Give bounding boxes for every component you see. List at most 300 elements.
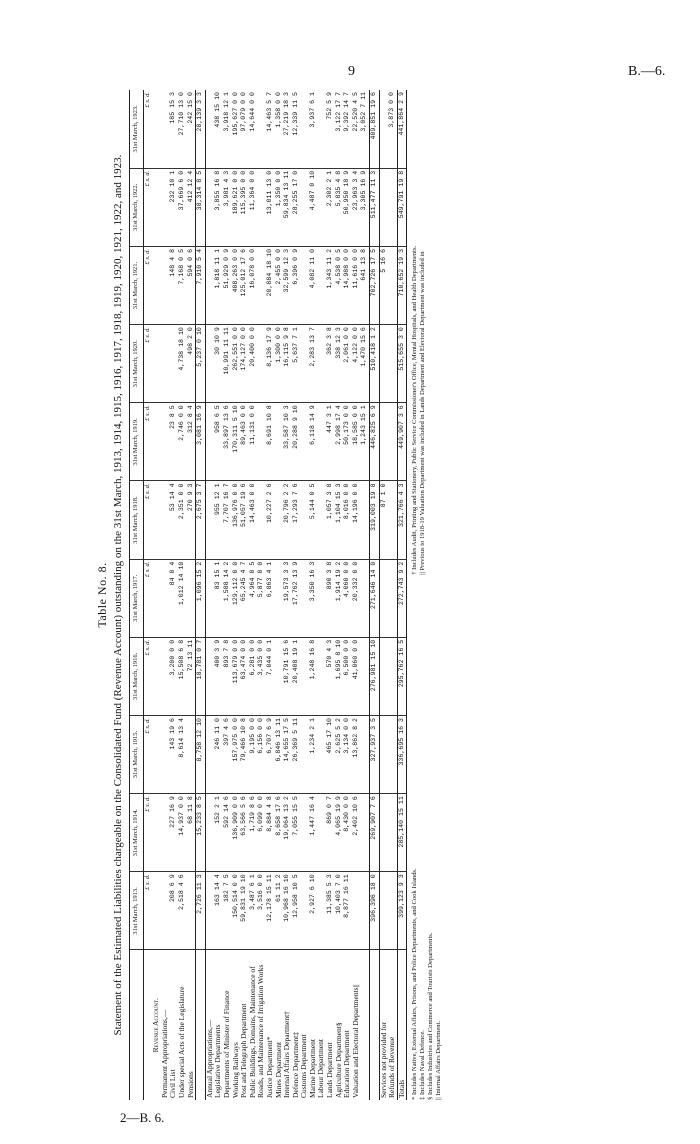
amount-cell: 51,929 0 9 xyxy=(223,246,232,324)
row-label: Mines Department xyxy=(273,1041,283,1098)
table-row xyxy=(240,90,249,1100)
blank-cell xyxy=(152,246,161,324)
row-label: Permanent Appropriations,— xyxy=(159,1009,169,1098)
amount-cell: 63,566 5 6 xyxy=(240,794,249,872)
amount-cell: 2,625 5 2 xyxy=(335,715,344,793)
footnote: || Internal Affairs Department. xyxy=(435,1020,443,1100)
footer-reference: 2—B. 6. xyxy=(120,1110,165,1125)
table-row xyxy=(283,90,292,1100)
amount-cell: 4,538 0 5 xyxy=(335,246,344,324)
units-cell: £ s. d. xyxy=(143,794,152,872)
amount-cell: 19,573 3 3 xyxy=(283,559,292,637)
amount-cell: 20,796 2 2 xyxy=(283,481,292,559)
amount-cell: 61 11 2 xyxy=(275,872,284,950)
amount-cell: 1,300 0 0 xyxy=(275,325,284,403)
amount-cell: 14,196 0 0 xyxy=(352,481,361,559)
amount-cell xyxy=(317,481,326,559)
row-label: Lands Department xyxy=(325,1042,335,1098)
amount-cell: 4,964 0 5 5,877 0 0 xyxy=(249,559,266,637)
amount-cell: 7,910 5 4 xyxy=(196,246,206,324)
amount-cell: 174,127 0 0 xyxy=(240,325,249,403)
amount-cell: 10,791 15 6 xyxy=(283,637,292,715)
amount-cell: 515,655 3 0 xyxy=(397,325,407,403)
row-label: Labour Department xyxy=(316,1039,326,1098)
amount-cell xyxy=(300,403,309,481)
amount-cell: 1,104 15 3 xyxy=(335,481,344,559)
amount-cell xyxy=(352,872,361,950)
amount-cell: 14,463 0 0 xyxy=(249,481,266,559)
amount-cell xyxy=(161,246,170,324)
amount-cell: 38,314 8 5 xyxy=(196,168,206,246)
amount-cell: 10,991 11 11 xyxy=(223,325,232,403)
amount-cell: 125,012 17 6 xyxy=(240,246,249,324)
row-label xyxy=(196,950,206,1100)
amount-cell: 2,927 6 10 xyxy=(309,872,318,950)
amount-cell: 14,937 0 0 xyxy=(178,794,187,872)
blank-cell xyxy=(152,637,161,715)
blank-cell xyxy=(152,168,161,246)
amount-cell: 449,907 3 6 xyxy=(397,403,407,481)
row-label: Justice Department* xyxy=(264,1036,274,1098)
amount-cell: 1,719 8 6 6,099 0 0 xyxy=(249,794,266,872)
amount-cell: 1,588 14 2 xyxy=(223,559,232,637)
header-year-col: 31st March, 1918. xyxy=(130,481,144,559)
amount-cell: 8,430 0 0 xyxy=(343,794,352,872)
amount-cell xyxy=(161,481,170,559)
amount-cell: 1,057 3 8 xyxy=(326,481,335,559)
amount-cell xyxy=(161,168,170,246)
amount-cell xyxy=(300,794,309,872)
amount-cell: 33,897 13 6 xyxy=(223,403,232,481)
amount-cell: 17,293 7 6 xyxy=(292,481,301,559)
amount-cell xyxy=(317,90,326,168)
amount-cell xyxy=(388,325,397,403)
header-year-col: 31st March, 1922. xyxy=(130,168,144,246)
amount-cell: 8,614 13 4 xyxy=(178,715,187,793)
amount-cell xyxy=(388,403,397,481)
amount-cell: 15,233 8 5 xyxy=(196,794,206,872)
table-row xyxy=(232,90,241,1100)
amount-cell xyxy=(300,715,309,793)
amount-cell xyxy=(205,794,214,872)
row-label: Customs Department xyxy=(299,1034,309,1098)
amount-cell: 50,173 0 0 xyxy=(343,403,352,481)
amount-cell: 511,477 11 3 xyxy=(370,168,380,246)
rotated-table-block xyxy=(95,90,615,1100)
amount-cell: 1,358 0 0 xyxy=(275,90,284,168)
amount-cell: 13,011 13 0 xyxy=(266,168,275,246)
amount-cell: 115,395 0 0 xyxy=(240,168,249,246)
amount-cell: 5,144 0 5 xyxy=(309,481,318,559)
amount-cell: 5,835 4 8 xyxy=(335,168,344,246)
amount-cell: 269,907 7 6 xyxy=(370,794,380,872)
amount-cell: 30 10 9 xyxy=(214,325,223,403)
amount-cell: 11,364 0 0 xyxy=(249,168,266,246)
amount-cell: 3,918 12 1 xyxy=(223,90,232,168)
table-body xyxy=(143,90,407,1100)
amount-cell: 8,658 17 6 xyxy=(275,794,284,872)
amount-cell: 148 4 8 xyxy=(169,246,178,324)
header-year-col: 31st March, 1921. xyxy=(130,246,144,324)
amount-cell: 87 1 0 xyxy=(379,481,388,559)
table-row xyxy=(309,90,318,1100)
amount-cell: 72 13 11 xyxy=(187,637,196,715)
amount-cell: 498 2 0 xyxy=(187,325,196,403)
amount-cell: 327,937 3 5 xyxy=(370,715,380,793)
row-label: Annual Appropriations,— xyxy=(204,1019,214,1098)
row-label: Working Railways xyxy=(230,1042,240,1098)
amount-cell xyxy=(161,794,170,872)
amount-cell: 6,863 4 1 xyxy=(266,559,275,637)
amount-cell xyxy=(360,715,369,793)
amount-cell: 3,305 16 9 xyxy=(360,168,369,246)
footnotes-right xyxy=(411,90,443,575)
column-header-row xyxy=(130,90,144,1100)
table-row xyxy=(275,90,284,1100)
amount-cell: 3,981 4 3 xyxy=(223,168,232,246)
amount-cell xyxy=(275,559,284,637)
amount-cell xyxy=(317,325,326,403)
table-row xyxy=(352,90,361,1100)
units-cell: £ s. d. xyxy=(143,325,152,403)
table-row xyxy=(388,90,397,1100)
amount-cell: 295,762 16 5 xyxy=(397,637,407,715)
footnotes xyxy=(411,90,443,1100)
amount-cell: 2,998 17 4 xyxy=(335,403,344,481)
amount-cell: 17,762 13 9 xyxy=(292,559,301,637)
amount-cell: 272,743 9 2 xyxy=(397,559,407,637)
amount-cell: 1,695 8 10 xyxy=(335,637,344,715)
page-number: 9 xyxy=(348,64,355,79)
amount-cell: 1,914 19 2 xyxy=(335,559,344,637)
amount-cell: 958 6 5 xyxy=(214,403,223,481)
amount-cell xyxy=(300,90,309,168)
amount-cell xyxy=(187,559,196,637)
totals-row xyxy=(397,90,407,1100)
amount-cell: 18,781 0 7 xyxy=(196,637,206,715)
amount-cell: 7,168 0 5 xyxy=(178,246,187,324)
amount-cell: 412 12 4 xyxy=(187,168,196,246)
footnote: § Includes Industries and Commerce and Tourists Departments. xyxy=(427,932,435,1100)
table-row xyxy=(266,90,275,1100)
row-label: Under special Acts of the Legislature xyxy=(176,986,186,1098)
amount-cell: 549,791 19 8 xyxy=(397,168,407,246)
row-label: Defence Department‡ xyxy=(290,1031,300,1098)
amount-cell: 4,060 0 0 xyxy=(343,559,352,637)
table-row xyxy=(249,90,266,1100)
amount-cell: 79,466 10 8 xyxy=(240,715,249,793)
amount-cell: 50,950 18 9 xyxy=(343,168,352,246)
amount-cell xyxy=(300,559,309,637)
table-row xyxy=(223,90,232,1100)
amount-cell: 170,311 5 10 xyxy=(232,403,241,481)
row-label: Internal Affairs Department† xyxy=(282,1011,292,1098)
amount-cell: 6,118 14 9 xyxy=(309,403,318,481)
amount-cell: 4,122 0 0 xyxy=(352,325,361,403)
amount-cell: 143 19 6 xyxy=(169,715,178,793)
page-reference: B.—6. xyxy=(628,64,666,79)
units-cell: £ s. d. xyxy=(143,246,152,324)
statement-title: Statement of the Estimated Liabilities chargeable on the Consolidated Fund (Revenue Account) outstanding on the 31st March, 1913, 1914, 1915, 1916, 1917, 1918, 1919, 1920, 1921, 1922, and 1923. xyxy=(112,154,124,1036)
amount-cell: 1,350 0 0 xyxy=(275,168,284,246)
amount-cell: 271,646 14 0 xyxy=(370,559,380,637)
amount-cell: 6,846 13 11 xyxy=(275,715,284,793)
amount-cell xyxy=(388,246,397,324)
amount-cell: 1,447 16 4 xyxy=(309,794,318,872)
footnote: † Includes Audit, Printing and Stationery, Public Service Commissioner's Office, Mental Hospitals, and Health Departments. xyxy=(411,245,419,575)
amount-cell: 23,963 3 4 xyxy=(352,168,361,246)
amount-cell xyxy=(300,872,309,950)
amount-cell: 710,652 19 3 xyxy=(397,246,407,324)
amount-cell: 955 12 1 xyxy=(214,481,223,559)
table-row xyxy=(187,90,196,1100)
amount-cell xyxy=(205,637,214,715)
units-cell: £ s. d. xyxy=(143,90,152,168)
amount-cell xyxy=(360,637,369,715)
row-label: Services not provided for xyxy=(378,1021,388,1098)
blank-cell xyxy=(152,325,161,403)
amount-cell: 9,392 14 7 xyxy=(343,90,352,168)
amount-cell xyxy=(388,715,397,793)
blank-cell xyxy=(152,715,161,793)
amount-cell: 5 16 6 xyxy=(379,246,388,324)
amount-cell: 592 14 6 xyxy=(223,794,232,872)
amount-cell: 319,003 19 8 xyxy=(370,481,380,559)
amount-cell: 1,234 2 1 xyxy=(309,715,318,793)
row-label: Legislative Departments xyxy=(213,1024,223,1098)
amount-cell: 14,644 0 0 xyxy=(249,90,266,168)
amount-cell: 10,227 2 6 xyxy=(266,481,275,559)
row-label: Refunds of Revenue xyxy=(387,1036,397,1098)
amount-cell: 11,385 5 3 xyxy=(326,872,335,950)
subtotal-row xyxy=(196,90,206,1100)
amount-cell: 312 8 4 xyxy=(187,403,196,481)
table-row xyxy=(205,90,214,1100)
amount-cell: 465 17 10 xyxy=(326,715,335,793)
amount-cell: 18,585 0 0 xyxy=(352,403,361,481)
amount-cell: 3,081 16 9 xyxy=(196,403,206,481)
amount-cell: 510,418 1 2 xyxy=(370,325,380,403)
amount-cell: 2,726 11 3 xyxy=(196,872,206,950)
amount-cell: 893 7 8 xyxy=(223,637,232,715)
amount-cell: 8,136 17 9 xyxy=(266,325,275,403)
amount-cell: 702,726 17 5 xyxy=(370,246,380,324)
amount-cell: 4,082 11 0 xyxy=(309,246,318,324)
amount-cell: 227 16 9 xyxy=(169,794,178,872)
amount-cell: 1,470 15 6 xyxy=(360,325,369,403)
amount-cell: 869 0 7 xyxy=(326,794,335,872)
amount-cell xyxy=(205,403,214,481)
amount-cell xyxy=(205,481,214,559)
amount-cell xyxy=(379,637,388,715)
amount-cell: 150,514 0 0 xyxy=(232,872,241,950)
row-label: Agriculture Department§ xyxy=(333,1022,343,1098)
amount-cell: 3,122 17 7 xyxy=(335,90,344,168)
amount-cell xyxy=(317,168,326,246)
amount-cell: 10,403 7 0 xyxy=(335,872,344,950)
amount-cell: 246 11 0 xyxy=(214,715,223,793)
amount-cell: 641 13 8 xyxy=(360,246,369,324)
amount-cell: 19,064 13 2 xyxy=(283,794,292,872)
amount-cell xyxy=(187,872,196,950)
units-cell: £ s. d. xyxy=(143,559,152,637)
amount-cell xyxy=(317,246,326,324)
units-row xyxy=(143,90,152,1100)
amount-cell: 4,065 19 9 xyxy=(335,794,344,872)
row-label: Valuation and Electoral Departments|| xyxy=(350,984,360,1098)
amount-cell: 129,112 0 0 xyxy=(232,559,241,637)
amount-cell xyxy=(275,481,284,559)
amount-cell: 51,057 19 6 xyxy=(240,481,249,559)
amount-cell: 9,195 0 0 6,156 0 0 xyxy=(249,715,266,793)
amount-cell: 396,396 18 0 xyxy=(370,872,380,950)
units-cell: £ s. d. xyxy=(143,168,152,246)
amount-cell xyxy=(379,872,388,950)
amount-cell: 397 4 6 xyxy=(223,715,232,793)
amount-cell: 399,123 9 3 xyxy=(397,872,407,950)
amount-cell: 8,691 10 8 xyxy=(266,403,275,481)
amount-cell: 2,675 3 7 xyxy=(196,481,206,559)
amount-cell: 59,831 19 10 xyxy=(240,872,249,950)
amount-cell: 14,463 5 7 xyxy=(266,90,275,168)
amount-cell: 7,707 16 7 xyxy=(223,481,232,559)
amount-cell xyxy=(388,168,397,246)
amount-cell: 242 15 0 xyxy=(187,90,196,168)
amount-cell: 20,408 19 1 xyxy=(292,637,301,715)
amount-cell: 276,981 15 10 xyxy=(370,637,380,715)
amount-cell: 1,243 15 1 xyxy=(360,403,369,481)
units-cell: £ s. d. xyxy=(143,715,152,793)
blank-cell xyxy=(152,872,161,950)
amount-cell: 68 11 8 xyxy=(187,794,196,872)
amount-cell: 152 2 1 xyxy=(214,794,223,872)
amount-cell: 33,587 10 3 xyxy=(283,403,292,481)
amount-cell: 12,958 10 5 xyxy=(292,872,301,950)
amount-cell: 28,139 3 3 xyxy=(196,90,206,168)
header-year-col: 31st March, 1923. xyxy=(130,90,144,168)
units-cell: £ s. d. xyxy=(143,872,152,950)
amount-cell: 400 3 9 xyxy=(214,637,223,715)
row-label: Totals xyxy=(397,950,407,1100)
amount-cell xyxy=(388,481,397,559)
amount-cell: 2,518 4 6 xyxy=(178,872,187,950)
blank-cell xyxy=(152,481,161,559)
amount-cell xyxy=(388,794,397,872)
amount-cell: 1,248 16 8 xyxy=(309,637,318,715)
amount-cell xyxy=(300,168,309,246)
amount-cell: 262,551 0 0 xyxy=(232,325,241,403)
amount-cell: 136,909 0 0 xyxy=(232,794,241,872)
amount-cell: 11,616 0 0 xyxy=(352,246,361,324)
amount-cell: 2,746 0 0 xyxy=(178,403,187,481)
amount-cell: 89,463 0 0 xyxy=(240,403,249,481)
row-label: Public Buildings, Domains, Maintenance of Roads, and Maintenance of Irrigation Works xyxy=(247,964,266,1098)
blank-cell xyxy=(152,90,161,168)
amount-cell: 26,369 5 11 xyxy=(292,715,301,793)
amount-cell xyxy=(161,403,170,481)
amount-cell xyxy=(161,325,170,403)
amount-cell xyxy=(300,481,309,559)
amount-cell xyxy=(205,90,214,168)
amount-cell xyxy=(379,403,388,481)
amount-cell xyxy=(379,168,388,246)
blank-cell xyxy=(152,794,161,872)
header-year-col: 31st March, 1916. xyxy=(130,637,144,715)
table-row xyxy=(300,90,309,1100)
amount-cell: 270 9 3 xyxy=(187,481,196,559)
amount-cell: 338 12 3 xyxy=(335,325,344,403)
amount-cell: 3,487 6 1 3,516 0 0 xyxy=(249,872,266,950)
amount-cell: 2,455 0 0 xyxy=(275,246,284,324)
amount-cell: 3,350 16 3 xyxy=(309,559,318,637)
amount-cell: 2,302 2 1 xyxy=(326,168,335,246)
header-label-col xyxy=(130,950,144,1100)
amount-cell xyxy=(205,715,214,793)
liabilities-table xyxy=(129,90,407,1100)
amount-cell xyxy=(205,559,214,637)
amount-cell: 23 8 5 xyxy=(169,403,178,481)
amount-cell: 37,669 6 0 xyxy=(178,168,187,246)
amount-cell: 8,016 0 0 xyxy=(343,481,352,559)
amount-cell: 321,766 4 3 xyxy=(397,481,407,559)
amount-cell: 6,500 0 0 xyxy=(343,637,352,715)
amount-cell: 65,245 4 7 xyxy=(240,559,249,637)
subtotal-row xyxy=(370,90,380,1100)
amount-cell: 362 3 8 xyxy=(326,325,335,403)
amount-cell: 14,655 17 5 xyxy=(283,715,292,793)
amount-cell: 1,012 14 10 xyxy=(178,559,187,637)
amount-cell: 20,400 0 0 xyxy=(249,325,266,403)
table-row xyxy=(178,90,187,1100)
amount-cell xyxy=(205,325,214,403)
amount-cell xyxy=(379,715,388,793)
amount-cell xyxy=(300,325,309,403)
amount-cell: 16,115 9 8 xyxy=(283,325,292,403)
amount-cell xyxy=(317,794,326,872)
amount-cell xyxy=(317,403,326,481)
amount-cell: 6,281 0 0 3,435 0 0 xyxy=(249,637,266,715)
table-row xyxy=(360,90,369,1100)
amount-cell: 20,288 9 10 xyxy=(292,403,301,481)
amount-cell: 195,627 0 0 xyxy=(232,90,241,168)
amount-cell xyxy=(388,872,397,950)
amount-cell xyxy=(161,715,170,793)
amount-cell xyxy=(161,872,170,950)
amount-cell: 570 4 3 xyxy=(326,637,335,715)
amount-cell xyxy=(161,637,170,715)
amount-cell: 63,474 0 0 xyxy=(240,637,249,715)
amount-cell xyxy=(388,637,397,715)
amount-cell: 8,758 12 10 xyxy=(196,715,206,793)
amount-cell: 2,402 10 6 xyxy=(352,794,361,872)
section-heading-row xyxy=(152,90,161,1100)
amount-cell xyxy=(187,715,196,793)
amount-cell: 232 10 1 xyxy=(169,168,178,246)
amount-cell: 409,851 19 6 xyxy=(370,90,380,168)
header-year-col: 31st March, 1915. xyxy=(130,715,144,793)
row-label: Education Department xyxy=(342,1030,352,1098)
amount-cell: 20,332 0 0 xyxy=(352,559,361,637)
amount-cell: 7,055 15 5 xyxy=(292,794,301,872)
amount-cell: 1,818 11 1 xyxy=(214,246,223,324)
amount-cell xyxy=(169,325,178,403)
amount-cell: 27,219 18 3 xyxy=(283,90,292,168)
amount-cell: 97,079 0 0 xyxy=(240,90,249,168)
amount-cell xyxy=(275,403,284,481)
amount-cell: 6,707 6 9 xyxy=(266,715,275,793)
row-label: Departments of Minister of Finance xyxy=(221,990,231,1098)
amount-cell xyxy=(161,90,170,168)
